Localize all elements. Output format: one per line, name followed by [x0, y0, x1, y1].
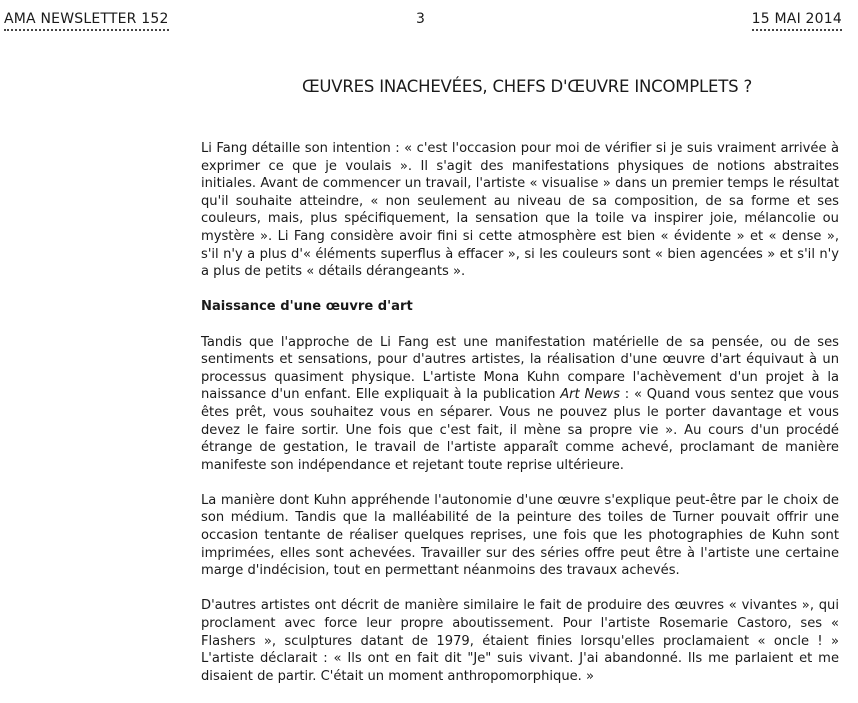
- page-number: 3: [416, 11, 425, 27]
- article-body: [201, 140, 839, 703]
- newsletter-title: AMA NEWSLETTER 152: [4, 10, 169, 31]
- paragraph-text: Tandis que l'approche de Li Fang est une manifestation matérielle de sa pensée, ou de ses sentiments et sensations, pour d'autres artistes, la réalisation d'une œuvre d'art équivaut à un processus quasiment physique. L'artiste Mona Kuhn compare l'achèvement d'un projet à la naissance d'un enfant. Elle expliquait à la publication: [201, 334, 839, 403]
- intro-paragraph: Li Fang détaille son intention : « c'est l'occasion pour moi de vérifier si je suis vraiment arrivée à exprimer ce que je voulais ». Il s'agit des manifestations physiques de notions abstraites initiales. Avant de commencer un travail, l'artiste « visualise » dans un premier temps le résultat qu'il souhaite atteindre, « non seulement au niveau de sa composition, de sa forme et ses couleurs, mais, plus spécifiquement, la sensation que la toile va inspirer joie, mélancolie ou mystère ». Li Fang considère avoir fini si cette atmosphère est bien « évidente » et « dense », s'il n'y a plus d'« éléments superflus à effacer », si les couleurs sont « bien agencées » et s'il n'y a plus de petits « détails dérangeants ».: [201, 141, 839, 280]
- issue-date: 15 MAI 2014: [752, 10, 842, 31]
- publication-name: Art News: [560, 387, 620, 403]
- body-paragraph-1: [201, 334, 839, 475]
- page-header: [0, 0, 858, 32]
- body-paragraph-2: La manière dont Kuhn appréhende l'autonomie d'une œuvre s'explique peut-être par le choix de son médium. Tandis que la malléabilité de la peinture des toiles de Turner pouvait offrir une occasion tentante de réaliser quelques reprises, une fois que les photographies de Kuhn sont imprimées, elles sont achevées. Travailler sur des séries offre peut être à l'artiste une certaine marge d'indécision, tout en permettant néanmoins des travaux achevés.: [201, 492, 839, 579]
- paragraph-text: : « Quand vous sentez que vous êtes prêt, vous souhaitez vous en séparer. Vous ne pouvez plus le porter davantage et vous devez le faire sortir. Une fois que c'est fait, il mène sa propre vie ». Au cours d'un procédé étrange de gestation, le travail de l'artiste apparaît comme achevé, proclamant de manière manifeste son indépendance et rejetant toute reprise ultérieure.: [201, 387, 839, 473]
- body-paragraph-3: D'autres artistes ont décrit de manière similaire le fait de produire des œuvres « vivantes », qui proclament avec force leur propre aboutissement. Pour l'artiste Rosemarie Castoro, ses « Flashers », sculptures datant de 1979, étaient finies lorsqu'elles proclamaient « oncle ! » L'artiste déclarait : « Ils ont en fait dit "Je" suis vivant. J'ai abandonné. Ils me parlaient et me disaient de partir. C'était un moment anthropomorphique. »: [201, 598, 839, 684]
- section-heading: Naissance d'une œuvre d'art: [201, 299, 413, 315]
- article-title: ŒUVRES INACHEVÉES, CHEFS D'ŒUVRE INCOMPLETS ?: [301, 77, 752, 96]
